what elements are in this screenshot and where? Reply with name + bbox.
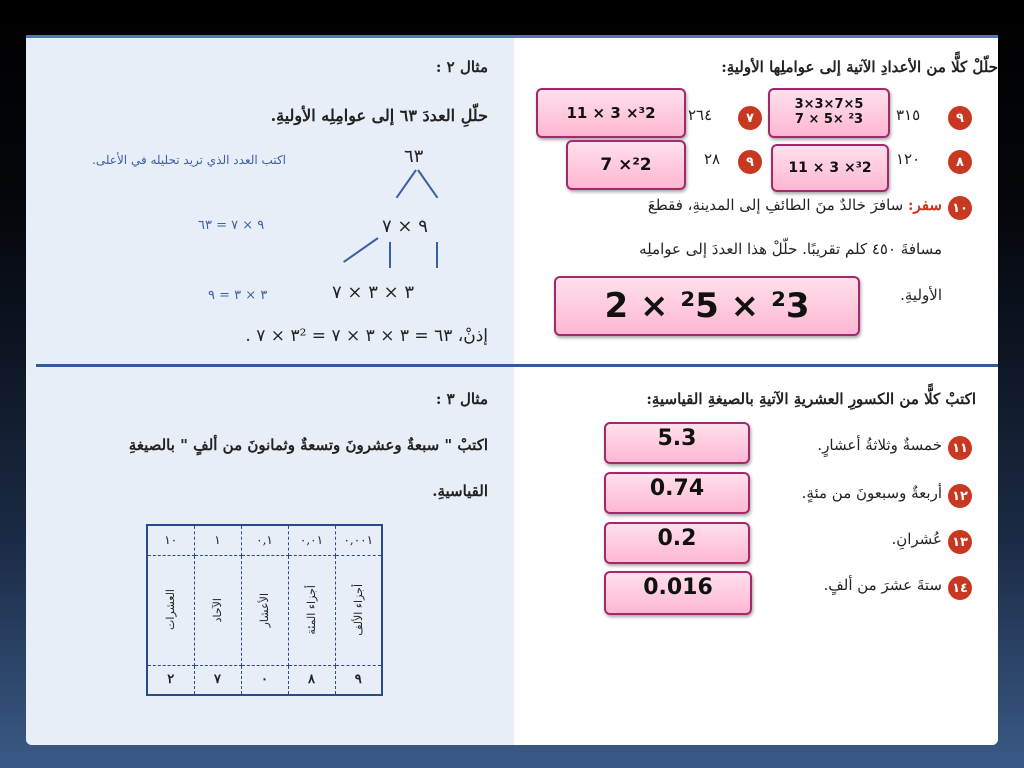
decimals-heading: اكتبْ كلًّا من الكسورِ العشريةِ الآتيةِ بالصيغةِ القياسيةِ: [646,390,976,408]
question-10-label: سفر: [908,196,942,214]
factor-tree-root: ٦٣ [404,146,424,167]
question-number-7: ٧ [738,106,762,130]
question-number-10: ١٠ [948,196,972,220]
question-number-8: ٨ [948,150,972,174]
question-number-12: ١٢ [948,484,972,508]
example-2-instruction: حلّلِ العددَ ٦٣ إلى عوامِلِه الأوليةِ. [270,106,488,125]
answer-12: 0.74 [604,472,750,514]
place-header: ٠,٠٠١ [335,525,382,555]
question-number-13: ١٣ [948,530,972,554]
answer-450: 2 × ²5 × ²3 [554,276,860,336]
answer-120: 11 × 3 ×³2 [771,144,889,192]
place-label: أجزاء الألف [351,584,365,636]
place-header: ٠,١ [241,525,288,555]
place-label: الآحاد [211,597,224,623]
place-label-cell [241,555,288,665]
place-label-cell [288,555,335,665]
slide [26,35,998,745]
place-value-table [146,524,383,696]
tree-branch-7 [436,242,438,268]
example-2-hint: اكتب العدد الذي تريد تحليله في الأعلى. [92,153,286,167]
example-2-title: مثال ٢ : [435,58,488,76]
place-label-cell [335,555,382,665]
place-value: ٢ [147,665,194,695]
answer-28: 7 ×²2 [566,140,686,190]
answer-315-line1: 3×3×7×5 [794,97,864,113]
place-value: ٠ [241,665,288,695]
answer-264: 11 × 3 ×³2 [536,88,686,138]
place-label: أجزاء المئة [305,585,318,635]
answer-13: 0.2 [604,522,750,564]
side-note-63: ٩ × ٧ = ٦٣ [198,218,265,233]
place-value: ٧ [194,665,241,695]
place-header: ١٠ [147,525,194,555]
example-3-instruction-line2: القياسيةِ. [432,482,488,500]
answer-315 [768,88,890,138]
section-divider [36,364,998,367]
factor-tree-level2: ٩ × ٧ [382,216,428,237]
answer-315-line2: 7 × 5× ²3 [794,112,864,127]
question-7-value: ٢٦٤ [688,106,713,124]
question-9b-value: ٢٨ [704,150,721,168]
place-value: ٨ [288,665,335,695]
question-number-11: ١١ [948,436,972,460]
place-value: ٩ [335,665,382,695]
place-label-cell [194,555,241,665]
place-header: ٠,٠١ [288,525,335,555]
answer-11: 5.3 [604,422,750,464]
question-8-value: ١٢٠ [896,150,921,168]
question-10-line2: مسافةَ ٤٥٠ كلم تقريبًا. حلّلْ هذا العددَ إلى عواملِه [639,240,942,258]
place-label: العشرات [164,589,178,631]
example-3-instruction-line1: اكتبْ " سبعةٌ وعشرونَ وتسعةٌ وثمانونَ من ألفٍ " بالصيغةِ [128,436,488,454]
question-11-text: خمسةٌ وثلاثةُ أعشارٍ. [817,436,942,454]
question-10-line3: الأوليةِ. [900,286,942,304]
tree-branch-9-right [389,242,391,268]
question-10-line1 [648,196,942,214]
question-13-text: عُشرانِ. [891,530,942,548]
example-2-conclusion: إذنْ، ٦٣ = ٣ × ٣ × ٧ = ٣² × ٧ . [245,326,488,346]
question-number-9: ٩ [948,106,972,130]
answer-14: 0.016 [604,571,752,615]
question-number-9b: ٩ [738,150,762,174]
example-3-title: مثال ٣ : [435,390,488,408]
place-label-cell [147,555,194,665]
factorize-heading: حلّلْ كلًّا من الأعدادِ الآتية إلى عواملِها الأوليةِ: [721,58,998,76]
question-9-value: ٣١٥ [896,106,921,124]
place-label: الأعشار [258,592,271,628]
place-header: ١ [194,525,241,555]
question-10-text: سافرَ خالدٌ منَ الطائفِ إلى المدينةِ، فقطعَ [647,196,904,214]
factor-tree-level3: ٣ × ٣ × ٧ [332,282,415,303]
question-14-text: ستةَ عشرَ من ألفٍ. [823,576,942,594]
side-note-9: ٣ × ٣ = ٩ [208,288,268,303]
question-12-text: أربعةٌ وسبعونَ من مئةٍ. [801,484,942,502]
question-number-14: ١٤ [948,576,972,600]
